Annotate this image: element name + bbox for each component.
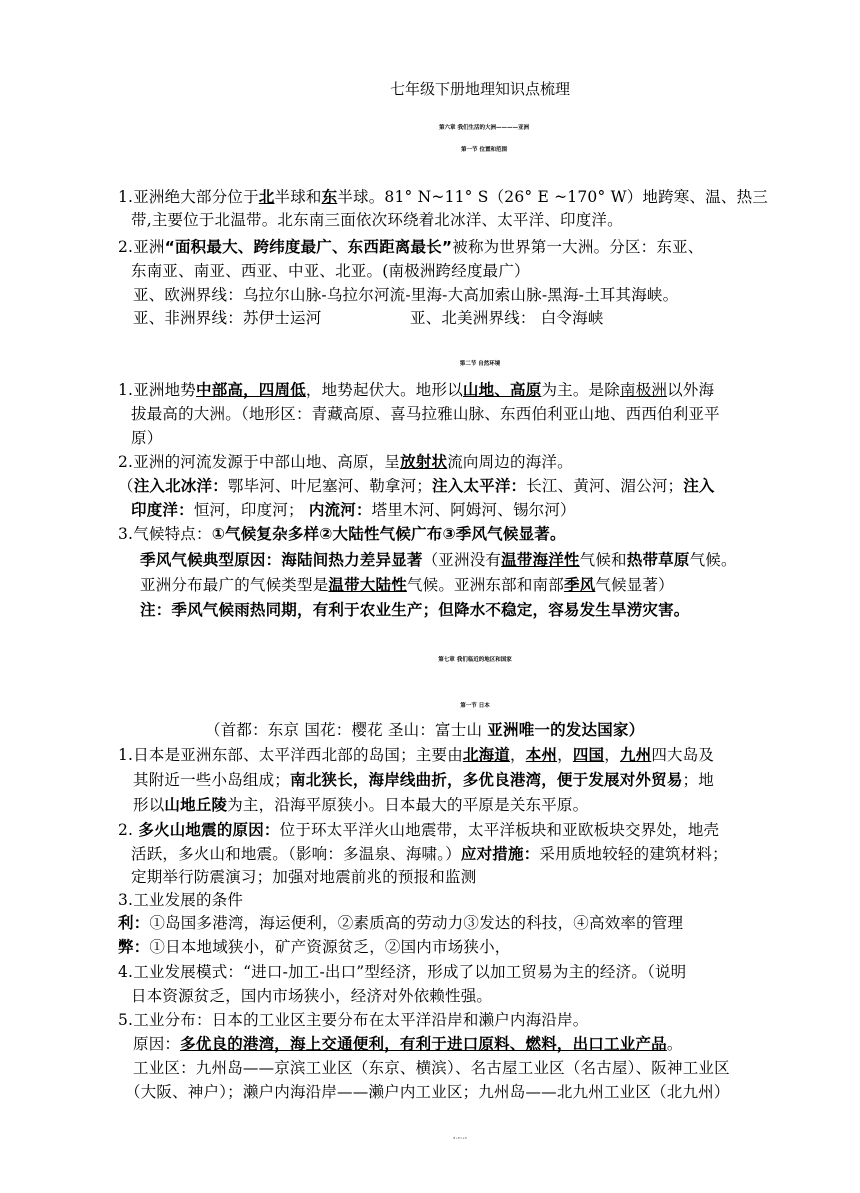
ch6-s1-p2-line2: 东南亚、南亚、西亚、中亚、北亚。(南极洲跨经度最广） [131, 262, 530, 280]
ch6-s2-p3: 3.气候特点：①气候复杂多样②大陆性气候广布③季风气候显著。 [118, 525, 566, 543]
ch6-s2-p4-line1: 季风气候典型原因：海陆间热力差异显著（亚洲没有温带海洋性气候和热带草原气候。 [140, 551, 737, 569]
ch7-s1-p1-line2: 其附近一些小岛组成；南北狭长，海岸线曲折，多优良港湾，便于发展对外贸易；地 [133, 771, 714, 789]
ch7-s1-p3: 3.工业发展的条件 [118, 891, 244, 909]
ch7-section1-title: 第一节 日本 [460, 703, 490, 709]
ch6-s1-na-border: 亚、北美洲界线： 白令海峡 [410, 309, 604, 327]
ch7-s1-p5: 5.工业分布：日本的工业区主要分布在太平洋沿岸和濑户内海沿岸。 [118, 1011, 589, 1029]
ch7-s1-info: （首都：东京 国花：樱花 圣山：富士山 亚洲唯一的发达国家） [205, 721, 645, 739]
chapter6-title: 第六章 我们生活的大洲————亚洲 [439, 125, 529, 131]
ch6-s2-p1-line1: 1.亚洲地势中部高，四周低，地势起伏大。地形以山地、高原为主。是除南极洲以外海 [118, 381, 715, 399]
ch7-s1-p4-line1: 4.工业发展模式：“进口-加工-出口”型经济，形成了以加工贸易为主的经济。（说明 [118, 963, 687, 981]
ch6-s1-af-border: 亚、非洲界线：苏伊士运河 [133, 309, 322, 327]
ch7-s1-zones-line1: 工业区：九州岛——京滨工业区（东京、横滨）、名古屋工业区（名古屋）、阪神工业区 [133, 1059, 730, 1077]
page-footer: 第 1 页 共 8 页 [453, 1138, 467, 1140]
ch6-s1-p2-line1: 2.亚洲“面积最大、跨纬度最广、东西距离最长”被称为世界第一大洲。分区：东亚、 [118, 238, 704, 256]
ch7-s1-reason: 原因：多优良的港湾，海上交通便利，有利于进口原料、燃料，出口工业产品。 [133, 1035, 683, 1053]
ch6-s1-eu-border: 亚、欧洲界线：乌拉尔山脉-乌拉尔河流-里海-大高加索山脉-黑海-土耳其海峡。 [133, 286, 679, 304]
ch7-s1-p1-line1: 1.日本是亚洲东部、太平洋西北部的岛国；主要由北海道，本州，四国，九州四大岛及 [118, 746, 715, 764]
ch7-s1-p2-line2: 活跃，多火山和地震。（影响：多温泉、海啸。）应对措施：采用质地较轻的建筑材料； [131, 845, 728, 863]
ch6-s2-rivers-line1: （注入北冰洋：鄂毕河、叶尼塞河、勒拿河；注入太平洋：长江、黄河、湄公河；注入 [118, 477, 715, 495]
ch6-s2-p4-line2: 亚洲分布最广的气候类型是温带大陆性气候。亚洲东部和南部季风气候显著） [140, 576, 674, 594]
ch6-s2-p2: 2.亚洲的河流发源于中部山地、高原，呈放射状流向周边的海洋。 [118, 453, 573, 471]
ch6-section2-title: 第二节 自然环境 [459, 361, 501, 367]
ch7-s1-p2-line3: 定期举行防震演习；加强对地震前兆的预报和监测 [131, 868, 477, 886]
ch7-s1-zones-line2: （大阪、神户）；濑户内海沿岸——濑户内工业区；九州岛——北九州工业区（北九州） [125, 1083, 730, 1101]
ch7-s1-pro: 利：①岛国多港湾，海运便利，②素质高的劳动力③发达的科技，④高效率的管理 [118, 914, 684, 932]
ch6-s2-note: 注：季风气候雨热同期，有利于农业生产；但降水不稳定，容易发生旱涝灾害。 [140, 601, 690, 619]
ch7-s1-con: 弊：①日本地域狭小，矿产资源贫乏，②国内市场狭小， [118, 938, 511, 956]
ch6-s2-rivers-line2: 印度洋：恒河，印度河； 内流河：塔里木河、阿姆河、锡尔河） [131, 501, 576, 519]
ch7-s1-p1-line3: 形以山地丘陵为主，沿海平原狭小。日本最大的平原是关东平原。 [133, 796, 589, 814]
ch6-s2-p1-line3: 原） [131, 429, 163, 447]
chapter7-title: 第七章 我们临近的地区和国家 [438, 657, 512, 663]
ch6-section1-title: 第一节 位置和范围 [461, 147, 507, 153]
ch6-s2-p1-line2: 拔最高的大洲。（地形区：青藏高原、喜马拉雅山脉、东西伯利亚山地、西西伯利亚平 [131, 405, 720, 423]
ch7-s1-p4-line2: 日本资源贫乏，国内市场狭小，经济对外依赖性强。 [131, 987, 493, 1005]
page-title: 七年级下册地理知识点梳理 [389, 80, 570, 98]
ch6-s1-p1-line1: 1.亚洲绝大部分位于北半球和东半球。81° N~11° S（26° E ~170° W）地跨寒、温、热三 [118, 188, 769, 206]
ch6-s1-p1-line2: 带,主要位于北温带。北东南三面依次环绕着北冰洋、太平洋、印度洋。 [131, 211, 623, 229]
ch7-s1-p2-line1: 2. 多火山地震的原因：位于环太平洋火山地震带，太平洋板块和亚欧板块交界处，地壳 [118, 821, 720, 839]
